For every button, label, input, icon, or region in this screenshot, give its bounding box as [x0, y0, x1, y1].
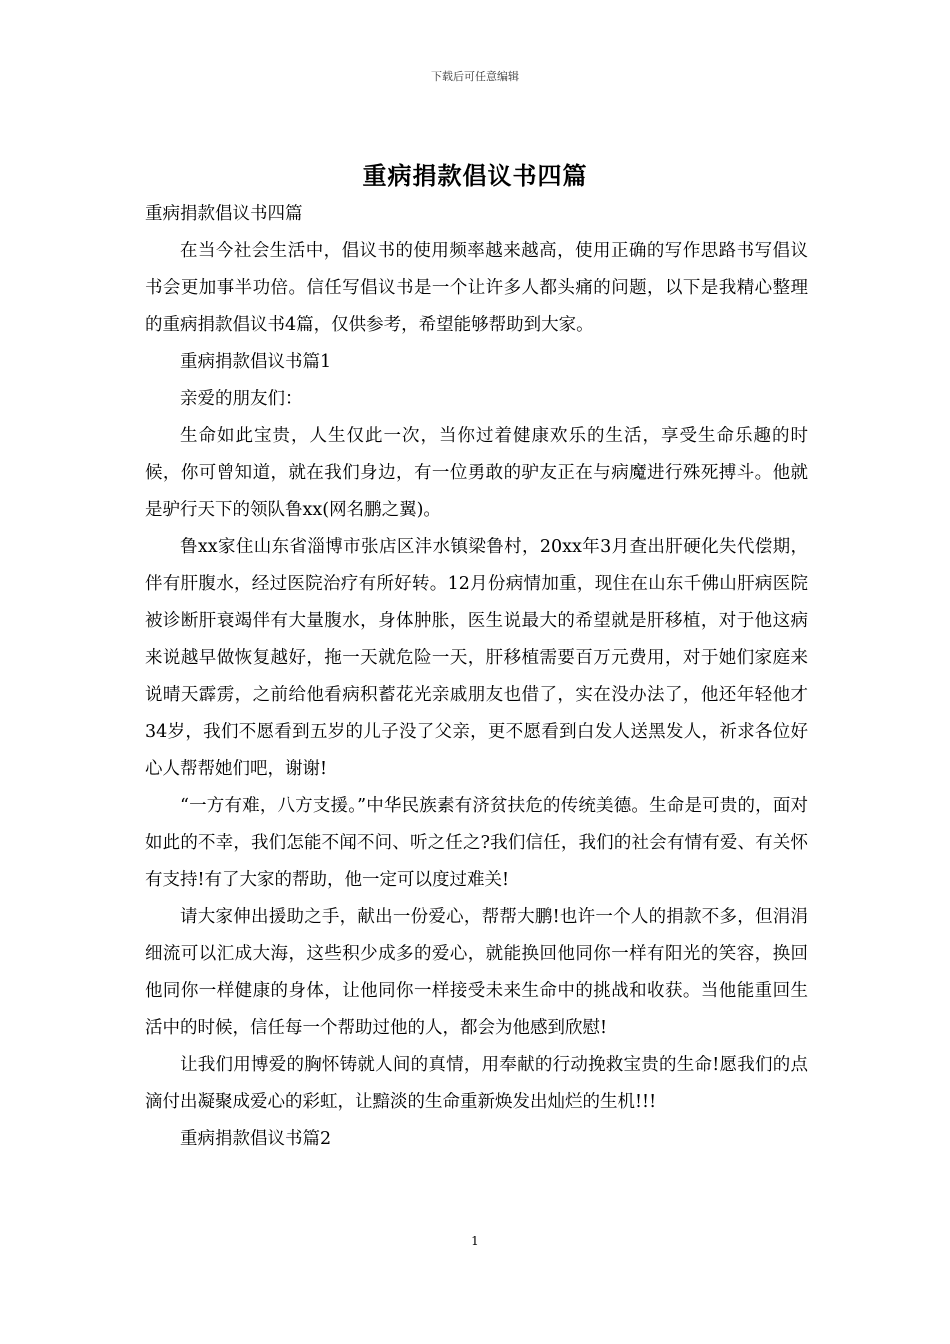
page-number: 1: [471, 1234, 479, 1248]
body-paragraph: “一方有难，八方支援。”中华民族素有济贫扶危的传统美德。生命是可贵的，面对如此的不幸，我们怎能不闻不问、听之任之?我们信任，我们的社会有情有爱、有关怀有支持!有了大家的帮助，他一定可以度过难关!: [145, 796, 808, 890]
body-paragraph: 生命如此宝贵，人生仅此一次，当你过着健康欢乐的生活，享受生命乐趣的时候，你可曾知道，就在我们身边，有一位勇敢的驴友正在与病魔进行殊死搏斗。他就是驴行天下的领队鲁xx(网名鹏之翼)。: [145, 426, 808, 520]
salutation: 亲爱的朋友们：: [180, 389, 303, 409]
intro-paragraph: 在当今社会生活中，倡议书的使用频率越来越高，使用正确的写作思路书写倡议书会更加事半功倍。信任写倡议书是一个让许多人都头痛的问题，以下是我精心整理的重病捐款倡议书4篇，仅供参考，希望能够帮助到大家。: [145, 241, 808, 335]
body-paragraph: 鲁xx家住山东省淄博市张店区沣水镇梁鲁村，20xx年3月查出肝硬化失代偿期，伴有肝腹水，经过医院治疗有所好转。12月份病情加重，现住在山东千佛山肝病医院被诊断肝衰竭伴有大量腹水，身体肿胀，医生说最大的希望就是肝移植，对于他这病来说越早做恢复越好，拖一天就危险一天，肝移植需要百万元费用，对于她们家庭来说晴天霹雳，之前给他看病积蓄花光亲戚朋友也借了，实在没办法了，他还年轻他才34岁，我们不愿看到五岁的儿子没了父亲，更不愿看到白发人送黑发人，祈求各位好心人帮帮她们吧，谢谢!: [145, 537, 808, 779]
body-paragraph: 请大家伸出援助之手，献出一份爱心，帮帮大鹏!也许一个人的捐款不多，但涓涓细流可以汇成大海，这些积少成多的爱心，就能换回他同你一样有阳光的笑容，换回他同你一样健康的身体，让他同你一样接受未来生命中的挑战和收获。当他能重回生活中的时候，信任每一个帮助过他的人，都会为他感到欣慰!: [145, 907, 808, 1038]
section-heading-1: 重病捐款倡议书篇1: [180, 352, 332, 372]
document-body: [145, 196, 808, 1158]
section-heading-2: 重病捐款倡议书篇2: [180, 1129, 332, 1149]
document-title: 重病捐款倡议书四篇: [362, 161, 588, 190]
header-note: 下载后可任意编辑: [431, 70, 519, 83]
body-paragraph: 让我们用博爱的胸怀铸就人间的真情，用奉献的行动挽救宝贵的生命!愿我们的点滴付出凝聚成爱心的彩虹，让黯淡的生命重新焕发出灿烂的生机!!!: [145, 1055, 808, 1112]
subtitle-line: 重病捐款倡议书四篇: [145, 204, 303, 224]
